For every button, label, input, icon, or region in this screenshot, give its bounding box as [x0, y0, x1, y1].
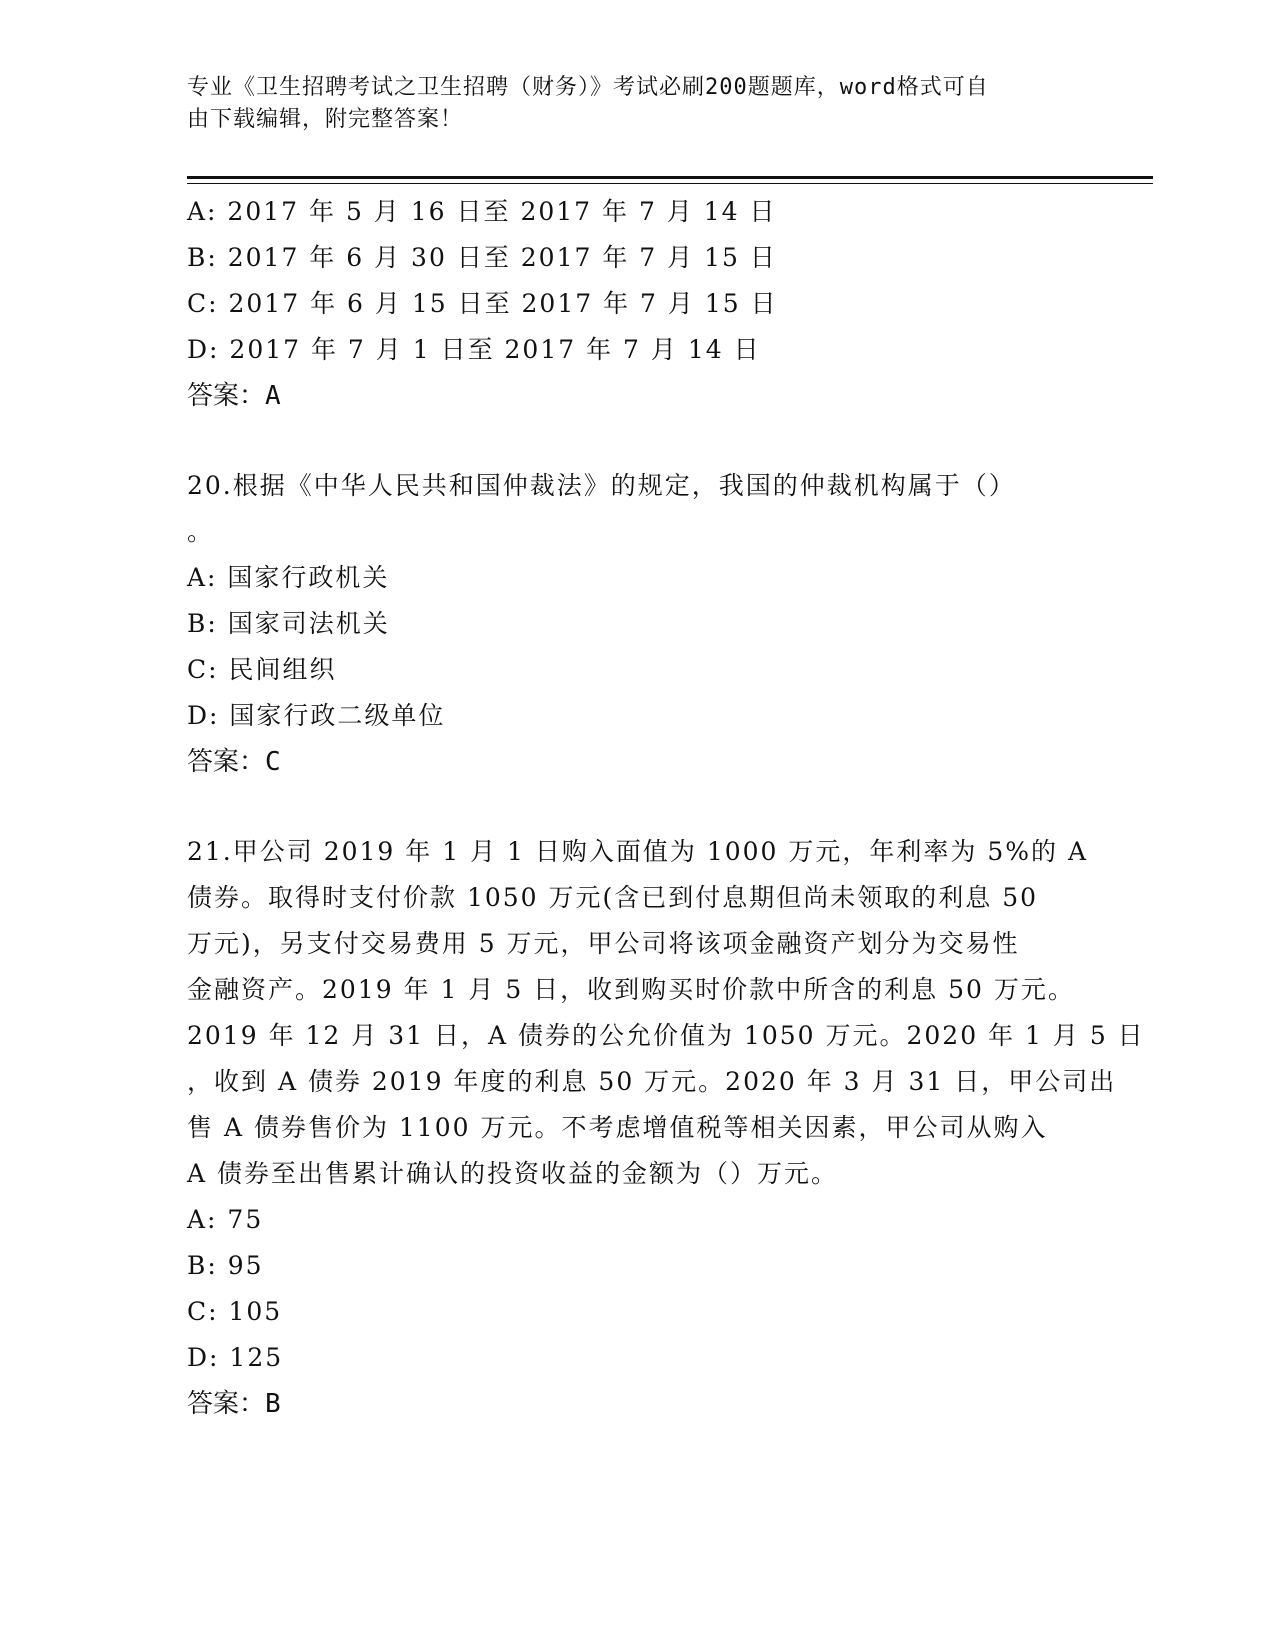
spacer: [187, 785, 1087, 829]
question-content: [187, 189, 1145, 1427]
q21-stem-line: 万元)，另支付交易费用 5 万元，甲公司将该项金融资产划分为交易性: [187, 929, 1020, 958]
q20-option-a: A: 国家行政机关: [187, 563, 390, 592]
header-line-2: 由下载编辑，附完整答案！: [187, 107, 464, 132]
q19-answer: 答案：A: [187, 381, 281, 411]
question-20: [187, 463, 1087, 785]
q21-stem-line: ，收到 A 债券 2019 年度的利息 50 万元。2020 年 3 月 31 日，甲公司出: [187, 1067, 1117, 1096]
header-line-1: 专业《卫生招聘考试之卫生招聘（财务）》考试必刷200题题库，word格式可自: [187, 75, 989, 100]
document-header: [187, 72, 1067, 136]
q21-stem-line: 2019 年 12 月 31 日，A 债券的公允价值为 1050 万元。2020 年 1 月 5 日: [187, 1021, 1145, 1050]
q21-stem-line: A 债券至出售累计确认的投资收益的金额为（）万元。: [187, 1159, 839, 1188]
q21-option-a: A: 75: [187, 1205, 264, 1234]
q20-answer: 答案：C: [187, 747, 281, 777]
q19-option-b: B: 2017 年 6 月 30 日至 2017 年 7 月 15 日: [187, 243, 777, 272]
header-divider-thin: [187, 183, 1153, 184]
q20-option-b: B: 国家司法机关: [187, 609, 390, 638]
q21-option-b: B: 95: [187, 1251, 264, 1280]
q21-answer: 答案：B: [187, 1389, 281, 1419]
q20-option-c: C: 民间组织: [187, 655, 337, 684]
q20-stem-line: 20.根据《中华人民共和国仲裁法》的规定，我国的仲裁机构属于（）: [187, 471, 1016, 500]
q21-stem-line: 金融资产。2019 年 1 月 5 日，收到购买时价款中所含的利息 50 万元。: [187, 975, 1075, 1004]
q20-stem-line: 。: [187, 517, 215, 546]
q19-option-c: C: 2017 年 6 月 15 日至 2017 年 7 月 15 日: [187, 289, 778, 318]
q21-option-c: C: 105: [187, 1297, 283, 1326]
q21-option-d: D: 125: [187, 1343, 284, 1372]
q20-option-d: D: 国家行政二级单位: [187, 701, 446, 730]
q19-option-d: D: 2017 年 7 月 1 日至 2017 年 7 月 14 日: [187, 335, 761, 364]
q21-stem-line: 售 A 债券售价为 1100 万元。不考虑增值税等相关因素，甲公司从购入: [187, 1113, 1048, 1142]
q21-stem-line: 21.甲公司 2019 年 1 月 1 日购入面值为 1000 万元，年利率为 5%的 A: [187, 837, 1089, 866]
q19-option-a: A: 2017 年 5 月 16 日至 2017 年 7 月 14 日: [187, 197, 777, 226]
question-21: [187, 829, 1145, 1427]
q21-stem-line: 债券。取得时支付价款 1050 万元(含已到付息期但尚未领取的利息 50: [187, 883, 1039, 912]
header-divider-thick: [187, 176, 1153, 179]
spacer: [187, 419, 1087, 463]
question-19: [187, 189, 1087, 419]
